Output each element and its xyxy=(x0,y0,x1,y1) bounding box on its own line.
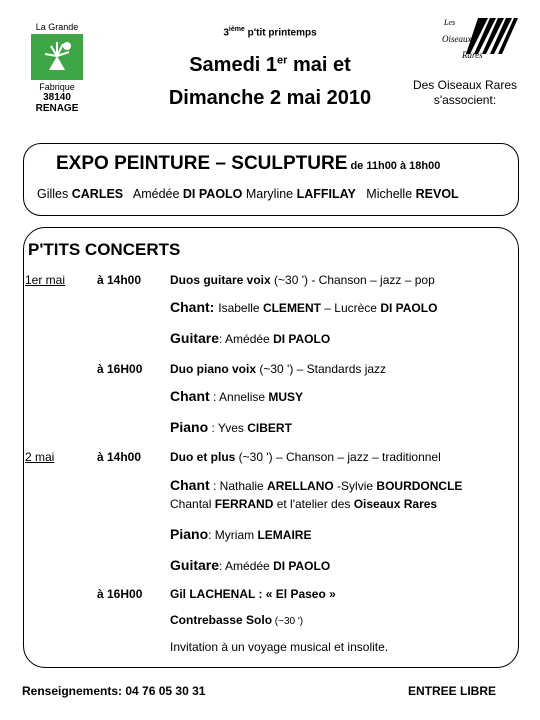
date-1-sup: er xyxy=(277,54,288,67)
role-label: Guitare xyxy=(170,330,220,346)
artist-first: Michelle xyxy=(366,187,416,201)
perf-first: : Nathalie xyxy=(209,479,268,493)
perf-last: DI PAOLO xyxy=(273,332,331,346)
role-label: Guitare xyxy=(170,557,220,573)
perf-last: FERRAND xyxy=(214,497,274,511)
logo-name: La Grande xyxy=(35,22,79,32)
edition-rest: p'tit printemps xyxy=(244,27,317,39)
role-label: Chant xyxy=(170,477,210,493)
day-1-time-2: à 16H00 xyxy=(97,362,143,376)
role-label: Chant xyxy=(170,388,210,404)
role-label: Chant xyxy=(170,299,210,315)
day-1-concert-2-chant xyxy=(170,388,303,404)
perf-first: Chantal xyxy=(170,497,215,511)
artist-first: Gilles xyxy=(37,187,72,201)
perf-last: BOURDONCLE xyxy=(376,479,463,493)
day-1-concert-2-piano xyxy=(170,419,292,435)
solo-label: Contrebasse Solo xyxy=(170,613,273,627)
oiseaux-rares-logo xyxy=(440,14,520,70)
edition-line xyxy=(150,26,390,38)
logo-town: RENAGE xyxy=(35,103,79,114)
role-label: Piano xyxy=(170,526,209,542)
artist-first: Maryline xyxy=(245,187,297,201)
day-1-concert-1-chant xyxy=(170,299,437,315)
concert-title: Duo et plus xyxy=(170,450,236,464)
role-sep: : xyxy=(209,299,219,315)
day-1-concert-1 xyxy=(170,273,435,287)
perf-last: DI PAOLO xyxy=(380,301,438,315)
day-2-date: 2 mai xyxy=(25,450,55,464)
expo-title xyxy=(56,153,440,175)
contact-info: Renseignements: 04 76 05 30 31 xyxy=(22,684,206,698)
perf-first: – Lucrèce xyxy=(320,301,381,315)
perf-first: -Sylvie xyxy=(333,479,377,493)
day-2-concert-1 xyxy=(170,450,441,464)
perf-last: LEMAIRE xyxy=(257,528,312,542)
logo-sub: Fabrique xyxy=(39,82,75,92)
concert-genre: (~30 ') – Standards jazz xyxy=(256,362,387,376)
day-1-time-1: à 14h00 xyxy=(97,273,142,287)
concerts-title: P'TITS CONCERTS xyxy=(28,240,181,259)
date-line-2: Dimanche 2 mai 2010 xyxy=(168,87,372,109)
solo-duration: (~30 ') xyxy=(272,616,304,627)
assoc-line-2: s'associent: xyxy=(433,93,497,107)
day-1-date: 1er mai xyxy=(25,273,66,287)
logo-right-line3: Rares xyxy=(462,50,483,60)
date-1-a: Samedi 1 xyxy=(189,54,278,76)
concert-title: Duo piano voix xyxy=(170,362,257,376)
perf-first: : Amédée xyxy=(219,332,274,346)
artist-last: REVOL xyxy=(415,187,459,201)
perf-first: : Amédée xyxy=(219,559,274,573)
day-1-concert-2 xyxy=(170,362,386,376)
perf-first: : Yves xyxy=(208,421,248,435)
artist-first: Amédée xyxy=(132,187,183,201)
expo-hours: de 11h00 à 18h00 xyxy=(347,160,441,172)
day-2-concert-2-title: Gil LACHENAL : « El Paseo » xyxy=(170,587,336,601)
free-entry: ENTREE LIBRE xyxy=(408,684,497,698)
la-grande-fabrique-logo xyxy=(28,22,86,132)
day-2-time-1: à 14h00 xyxy=(97,450,142,464)
perf-first: : Annelise xyxy=(209,390,269,404)
day-2-concert-1-chant xyxy=(170,477,462,493)
day-2-concert-1-guitare xyxy=(170,557,330,573)
perf-last: CIBERT xyxy=(247,421,292,435)
perf-first: et l'atelier des xyxy=(273,497,354,511)
day-2-concert-2-invite: Invitation à un voyage musical et insolite. xyxy=(170,640,389,654)
figure-logo-icon xyxy=(31,34,83,80)
expo-title-text: EXPO PEINTURE – SCULPTURE xyxy=(56,153,348,174)
concert-genre: (~30 ') - Chanson – jazz – pop xyxy=(270,273,435,287)
day-2-time-2: à 16H00 xyxy=(97,587,143,601)
concert-title: Duos guitare voix xyxy=(170,273,271,287)
day-1-concert-1-guitare xyxy=(170,330,330,346)
day-2-concert-2-solo xyxy=(170,613,303,627)
day-2-concert-1-chant-2 xyxy=(170,497,437,511)
perf-last: Oiseaux Rares xyxy=(353,497,438,511)
concerts-box xyxy=(23,227,519,668)
assoc-line-1: Des Oiseaux Rares xyxy=(412,78,518,92)
perf-last: MUSY xyxy=(268,390,304,404)
perf-first: Isabelle xyxy=(218,301,263,315)
perf-first: : Myriam xyxy=(208,528,258,542)
logo-right-line1: Les xyxy=(444,18,456,27)
association-note xyxy=(395,78,535,108)
day-2-concert-1-piano xyxy=(170,526,311,542)
artist-list xyxy=(37,187,459,201)
artist-last: CARLES xyxy=(71,187,124,201)
date-1-b: mai et xyxy=(287,54,351,76)
artist-last: DI PAOLO xyxy=(182,187,243,201)
concert-genre: (~30 ') – Chanson – jazz – traditionnel xyxy=(235,450,441,464)
edition-sup: ième xyxy=(228,26,245,33)
perf-last: DI PAOLO xyxy=(273,559,331,573)
perf-last: CLEMENT xyxy=(262,301,321,315)
perf-last: ARELLANO xyxy=(267,479,334,493)
date-line-1 xyxy=(130,54,410,77)
role-label: Piano xyxy=(170,419,209,435)
logo-right-line2: Oiseaux xyxy=(442,34,472,44)
artist-last: LAFFILAY xyxy=(296,187,356,201)
logo-postcode: 38140 xyxy=(43,92,71,103)
edition-number: 3 xyxy=(223,27,229,39)
